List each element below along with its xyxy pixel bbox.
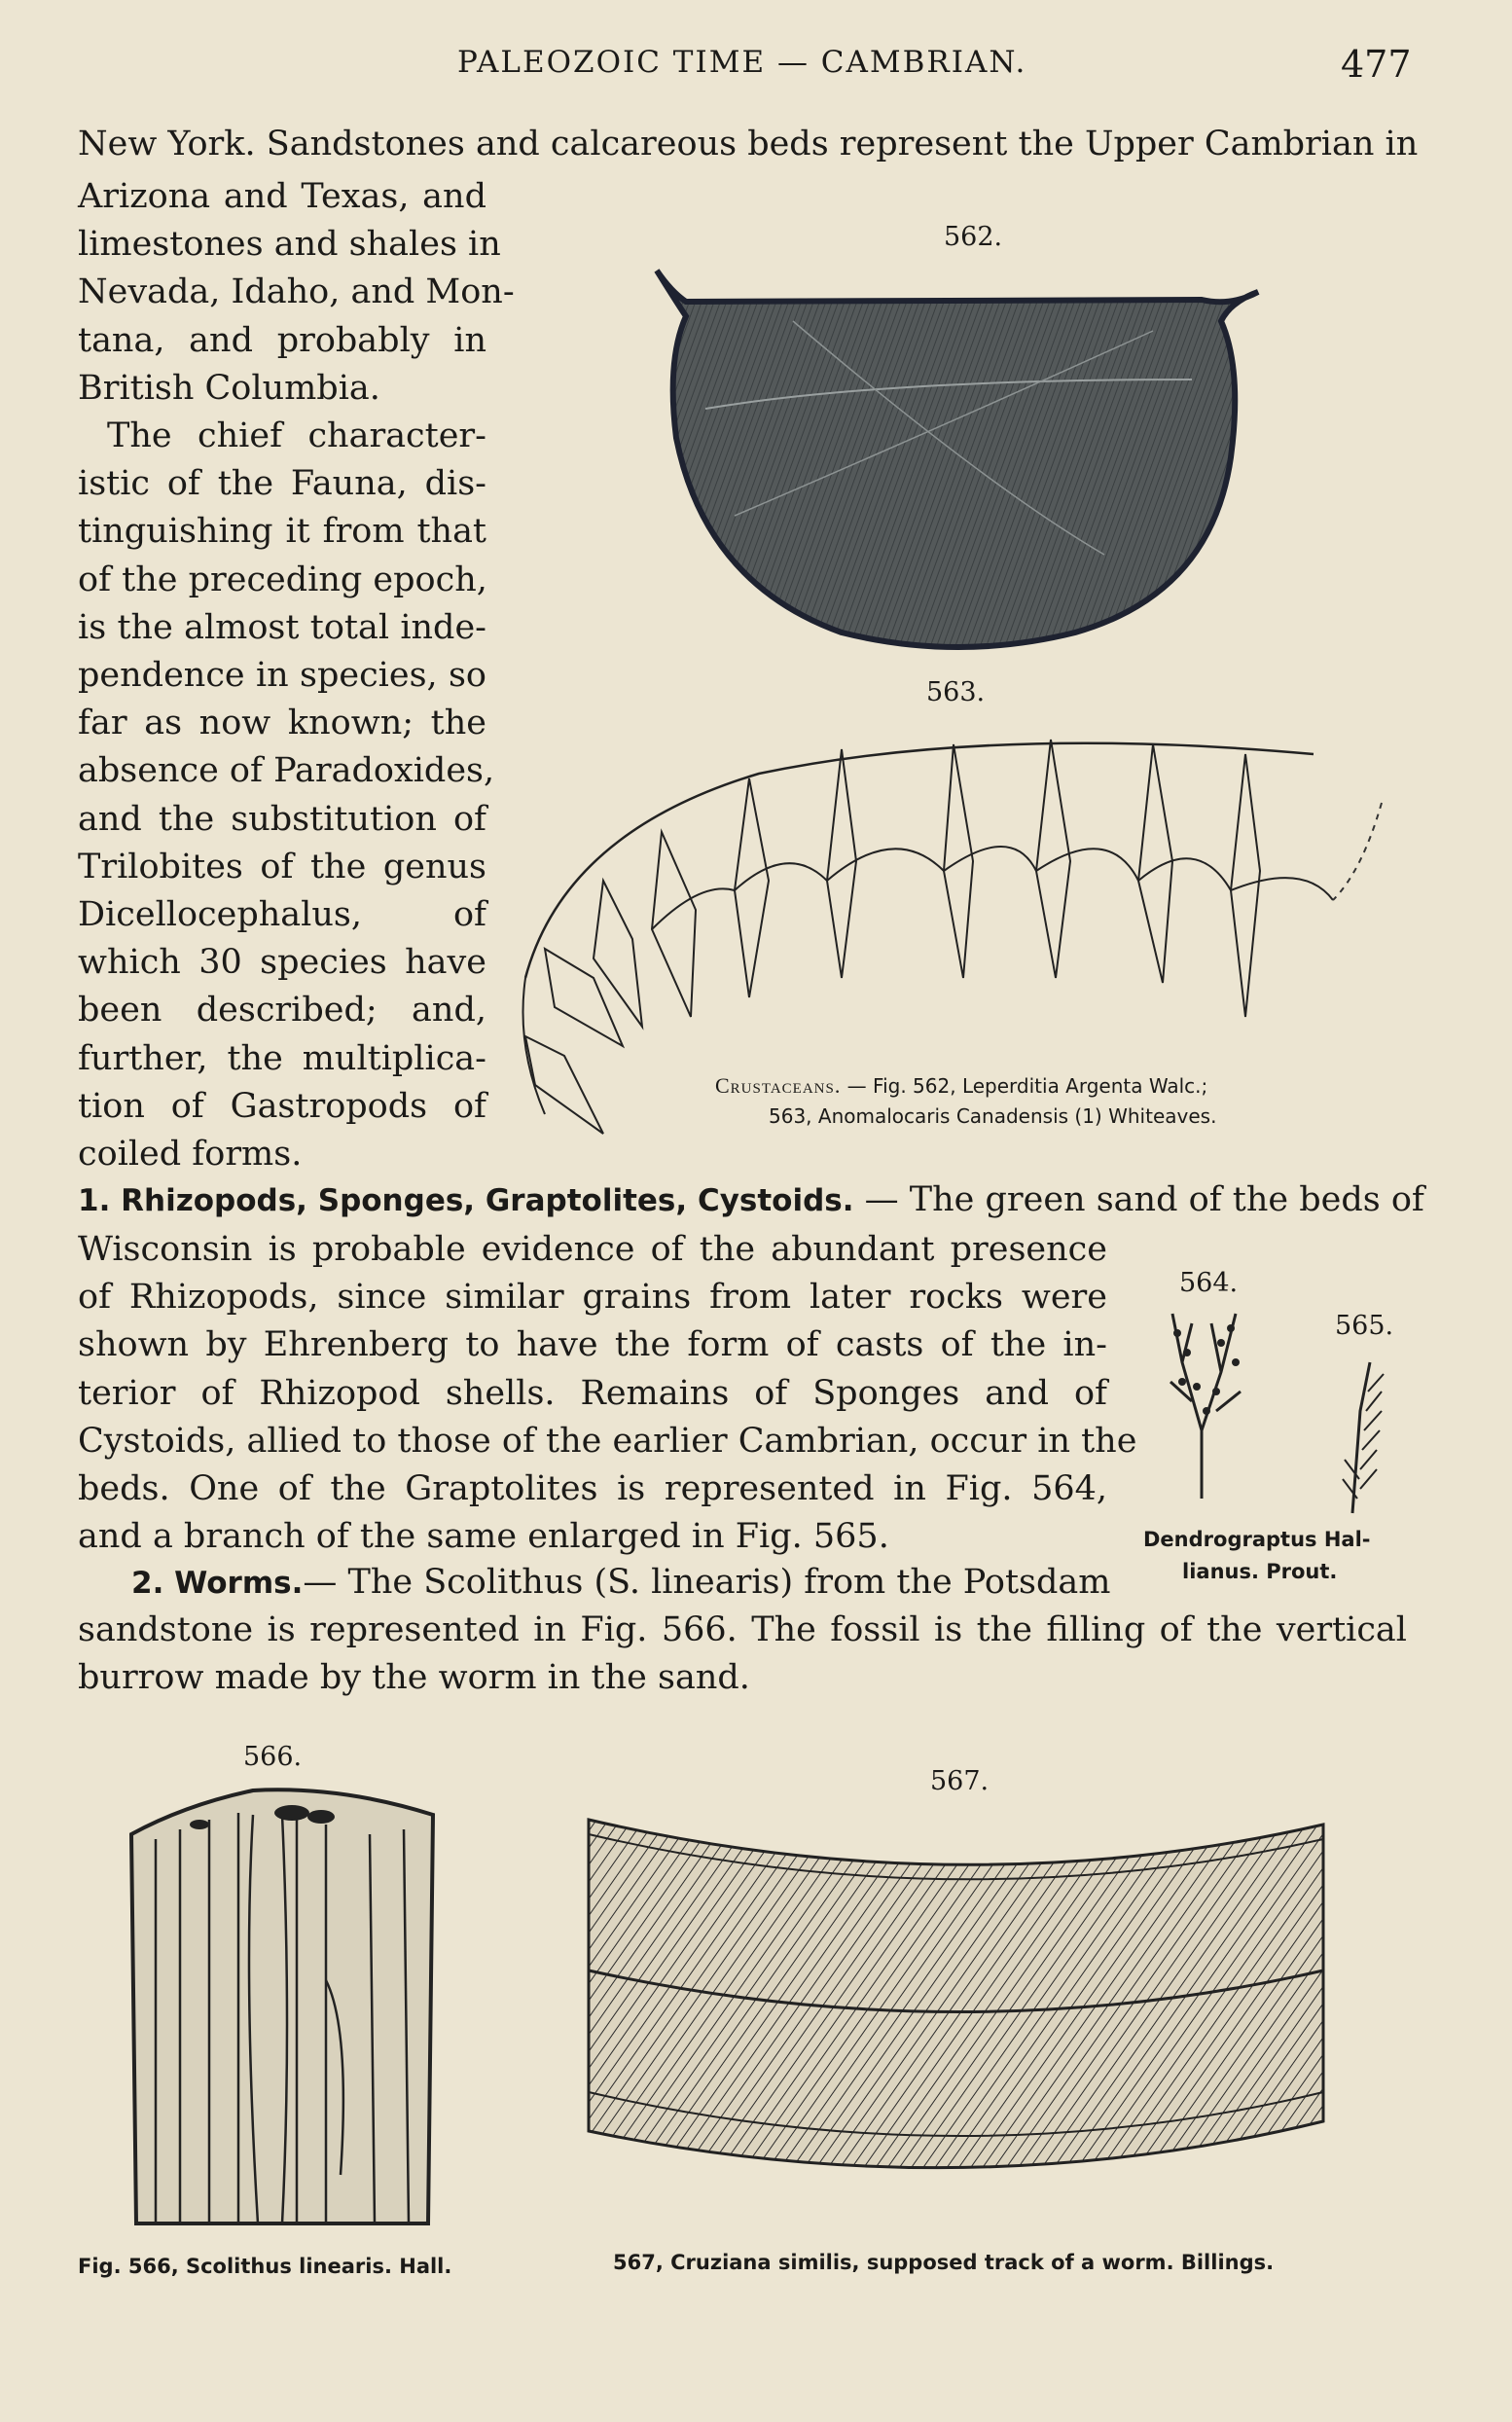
- section1-first-line: 1. Rhizopods, Sponges, Graptolites, Cystoids. — The green sand of the beds of: [78, 1180, 1424, 1219]
- intro-column-line: British Columbia.: [78, 368, 380, 408]
- section2-first-line: 2. Worms.— The Scolithus (S. linearis) from the Potsdam: [131, 1563, 1111, 1602]
- running-header: PALEOZOIC TIME — CAMBRIAN.: [457, 45, 1027, 80]
- intro-column-line: further, the multiplica-: [78, 1038, 486, 1078]
- section2-heading: 2. Worms.: [131, 1566, 304, 1601]
- intro-column-line: which 30 species have: [78, 943, 486, 983]
- intro-column-line: of the preceding epoch,: [78, 560, 487, 599]
- dendrograptus-caption-line1: Dendrograptus Hal-: [1143, 1528, 1371, 1551]
- intro-column-line: far as now known; the: [78, 704, 486, 743]
- section1-line: shown by Ehrenberg to have the form of casts of the in-: [78, 1325, 1107, 1365]
- fig563-number: 563.: [926, 677, 986, 707]
- section1-heading: 1. Rhizopods, Sponges, Graptolites, Cystoids.: [78, 1183, 854, 1218]
- crustaceans-caption-line1: Crustaceans. — Fig. 562, Leperditia Argenta Walc.;: [715, 1073, 1208, 1098]
- intro-column-line: pendence in species, so: [78, 656, 486, 696]
- intro-column-line: Nevada, Idaho, and Mon-: [78, 272, 515, 312]
- section1-line: beds. One of the Graptolites is represented in Fig. 564,: [78, 1469, 1107, 1509]
- intro-first-line: New York. Sandstones and calcareous beds represent the Upper Cambrian in: [78, 125, 1419, 163]
- fig567-cruziana-illustration: [574, 1800, 1352, 2180]
- section2-line: sandstone is represented in Fig. 566. The fossil is the filling of the vertical: [78, 1610, 1407, 1649]
- crustaceans-caption-line2: 563, Anomalocaris Canadensis (1) Whiteaves.: [769, 1104, 1217, 1128]
- page-number: 477: [1341, 43, 1412, 86]
- intro-column-line: limestones and shales in: [78, 225, 501, 265]
- fig562-leperditia-illustration: [647, 263, 1270, 671]
- fig565-graptolite-branch-illustration: [1333, 1353, 1391, 1518]
- section2-body: [78, 1607, 1407, 1702]
- fig562-number: 562.: [944, 222, 1003, 252]
- intro-column-line: Trilobites of the genus: [78, 847, 486, 886]
- fig566-number: 566.: [243, 1742, 303, 1772]
- section1-line: Cystoids, allied to those of the earlier Cambrian, occur in the: [78, 1421, 1137, 1461]
- section1-line: and a branch of the same enlarged in Fig. 565.: [78, 1517, 889, 1557]
- intro-column-line: tion of Gastropods of: [78, 1086, 486, 1126]
- fig566-scolithus-illustration: [126, 1786, 448, 2233]
- fig564-graptolite-illustration: [1163, 1304, 1279, 1508]
- intro-column-line: tana, and probably in: [78, 320, 486, 360]
- section1-line: of Rhizopods, since similar grains from later rocks were: [78, 1278, 1107, 1318]
- fig567-caption: 567, Cruziana similis, supposed track of a worm. Billings.: [613, 2251, 1275, 2274]
- intro-column-line: is the almost total inde-: [78, 607, 486, 647]
- fig565-number: 565.: [1335, 1311, 1394, 1341]
- intro-column-line: The chief character-: [107, 416, 486, 456]
- intro-column-line: istic of the Fauna, dis-: [78, 464, 486, 504]
- intro-column-line: absence of Paradoxides,: [78, 751, 495, 791]
- fig567-number: 567.: [930, 1766, 990, 1796]
- intro-column-line: tinguishing it from that: [78, 512, 486, 552]
- intro-column-line: Arizona and Texas, and: [78, 177, 486, 216]
- intro-column-line: Dicellocephalus, of: [78, 895, 486, 935]
- dendrograptus-caption-line2: lianus. Prout.: [1182, 1560, 1338, 1583]
- intro-column-line: been described; and,: [78, 991, 486, 1030]
- section1-line: terior of Rhizopod shells. Remains of Sponges and of: [78, 1373, 1107, 1413]
- section1-line: Wisconsin is probable evidence of the abundant presence: [78, 1230, 1107, 1269]
- intro-column-line: and the substitution of: [78, 799, 486, 839]
- intro-column: [78, 173, 515, 1178]
- fig566-caption: Fig. 566, Scolithus linearis. Hall.: [78, 2255, 452, 2278]
- fig564-number: 564.: [1179, 1268, 1239, 1298]
- section1-body: [78, 1226, 1137, 1561]
- section2-line: burrow made by the worm in the sand.: [78, 1658, 750, 1698]
- intro-column-line: coiled forms.: [78, 1135, 303, 1175]
